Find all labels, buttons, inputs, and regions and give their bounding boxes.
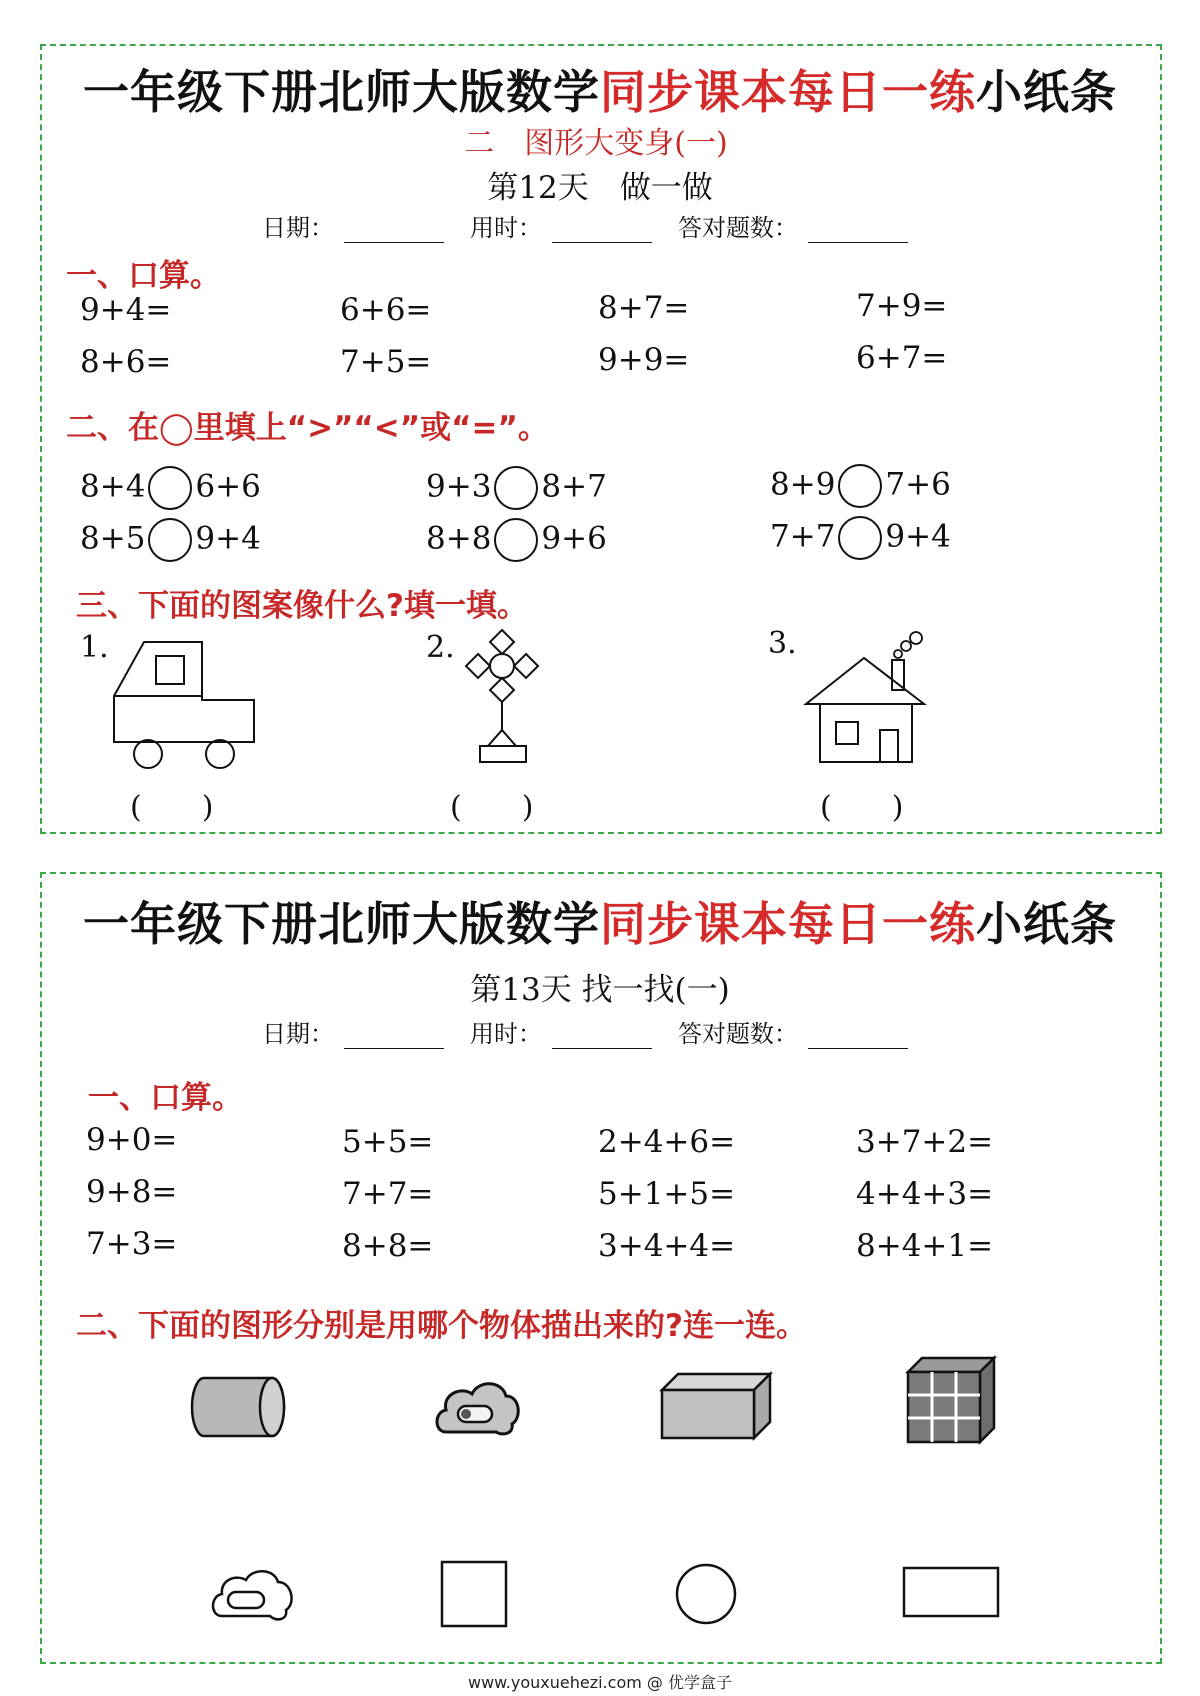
compare-item	[80, 518, 261, 562]
picture-number: 3.	[768, 626, 797, 661]
title-part-red: 同步课本每日一练	[600, 65, 976, 119]
date-blank[interactable]	[344, 220, 444, 243]
calc-item: 5+1+5=	[598, 1176, 736, 1212]
compare-left: 8+9	[770, 466, 836, 503]
cloud-block-object[interactable]	[432, 1372, 522, 1442]
correct-blank[interactable]	[808, 220, 908, 243]
rectangle-shape[interactable]	[902, 1566, 1002, 1620]
calc-item: 8+4+1=	[856, 1228, 994, 1264]
compare-left: 7+7	[770, 518, 836, 555]
section1-heading: 一、口算。	[66, 258, 221, 294]
calc-item: 9+9=	[598, 342, 690, 378]
answer-circle[interactable]	[494, 466, 538, 510]
footer-watermark: www.youxuehezi.com @ 优学盒子	[468, 1673, 732, 1692]
sheet2-title	[0, 888, 1200, 954]
answer-circle[interactable]	[148, 518, 192, 562]
calc-item: 6+7=	[856, 340, 948, 376]
compare-item	[426, 466, 607, 510]
date-label: 日期：	[262, 1020, 334, 1048]
day-heading: 第12天 做一做	[487, 170, 713, 206]
calc-item: 8+7=	[598, 290, 690, 326]
answer-circle[interactable]	[838, 516, 882, 560]
calc-item: 3+7+2=	[856, 1124, 994, 1160]
answer-blank[interactable]: ( )	[130, 790, 214, 825]
title-part-black-end: 小纸条	[976, 897, 1117, 951]
calc-item: 8+8=	[342, 1228, 434, 1264]
calc-item: 2+4+6=	[598, 1124, 736, 1160]
compare-right: 9+4	[885, 518, 951, 555]
time-label: 用时：	[470, 1020, 542, 1048]
picture-number: 2.	[426, 630, 455, 665]
compare-left: 8+8	[426, 520, 492, 557]
answer-blank[interactable]: ( )	[820, 790, 904, 825]
calc-item: 3+4+4=	[598, 1228, 736, 1264]
compare-left: 8+4	[80, 468, 146, 505]
square-shape[interactable]	[440, 1560, 510, 1630]
compare-right: 9+6	[541, 520, 607, 557]
section3-heading: 三、下面的图案像什么?填一填。	[76, 588, 528, 624]
calc-item: 7+3=	[86, 1226, 178, 1262]
time-blank[interactable]	[552, 1026, 652, 1049]
compare-item	[426, 518, 607, 562]
house-figure	[800, 630, 930, 770]
day-heading: 第13天 找一找(一)	[470, 972, 730, 1008]
compare-right: 7+6	[885, 466, 951, 503]
compare-item	[770, 516, 951, 560]
time-blank[interactable]	[552, 220, 652, 243]
meta-row	[262, 1014, 908, 1049]
compare-item	[770, 464, 951, 508]
section2-heading: 二、下面的图形分别是用哪个物体描出来的?连一连。	[76, 1308, 807, 1344]
title-part-black-end: 小纸条	[976, 65, 1117, 119]
compare-right: 9+4	[195, 520, 261, 557]
calc-item: 7+5=	[340, 344, 432, 380]
cylinder-object[interactable]	[190, 1374, 290, 1440]
correct-label: 答对题数：	[678, 214, 798, 242]
cube-object[interactable]	[904, 1356, 1000, 1446]
section2-heading: 二、在◯里填上“>”“<”或“=”。	[66, 410, 549, 446]
calc-item: 9+0=	[86, 1122, 178, 1158]
picture-number: 1.	[80, 630, 109, 665]
calc-item: 9+8=	[86, 1174, 178, 1210]
calc-item: 6+6=	[340, 292, 432, 328]
date-blank[interactable]	[344, 1026, 444, 1049]
compare-left: 9+3	[426, 468, 492, 505]
compare-left: 8+5	[80, 520, 146, 557]
calc-item: 7+7=	[342, 1176, 434, 1212]
compare-right: 8+7	[541, 468, 607, 505]
answer-circle[interactable]	[148, 466, 192, 510]
calc-item: 8+6=	[80, 344, 172, 380]
truck-figure	[108, 636, 268, 770]
correct-label: 答对题数：	[678, 1020, 798, 1048]
correct-blank[interactable]	[808, 1026, 908, 1049]
title-part-black: 一年级下册北师大版数学	[83, 897, 600, 951]
flower-figure	[460, 626, 560, 772]
sheet1-title	[0, 56, 1200, 122]
date-label: 日期：	[262, 214, 334, 242]
answer-circle[interactable]	[838, 464, 882, 508]
calc-item: 9+4=	[80, 292, 172, 328]
compare-item	[80, 466, 261, 510]
compare-right: 6+6	[195, 468, 261, 505]
meta-row	[262, 208, 908, 243]
circle-shape[interactable]	[674, 1562, 738, 1626]
calc-item: 4+4+3=	[856, 1176, 994, 1212]
time-label: 用时：	[470, 214, 542, 242]
answer-blank[interactable]: ( )	[450, 790, 534, 825]
unit-heading: 二 图形大变身(一)	[464, 126, 728, 161]
section1-heading: 一、口算。	[88, 1080, 243, 1116]
title-part-black: 一年级下册北师大版数学	[83, 65, 600, 119]
calc-item: 7+9=	[856, 288, 948, 324]
title-part-red: 同步课本每日一练	[600, 897, 976, 951]
box-object[interactable]	[658, 1370, 774, 1442]
cloud-outline-shape[interactable]	[208, 1564, 298, 1624]
calc-item: 5+5=	[342, 1124, 434, 1160]
answer-circle[interactable]	[494, 518, 538, 562]
